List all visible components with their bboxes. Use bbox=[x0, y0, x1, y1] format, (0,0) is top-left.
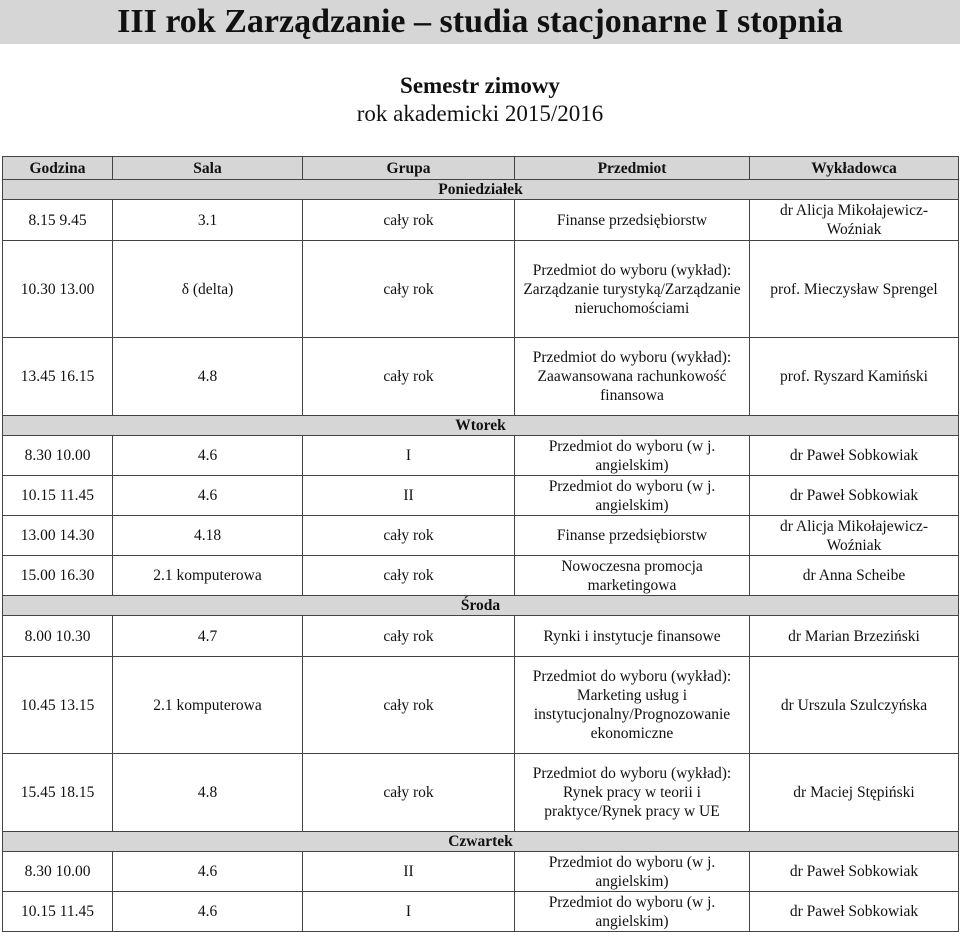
cell-subject: Przedmiot do wyboru (wykład): Marketing usług i instytucjonalny/Prognozowanie ekonomiczne bbox=[515, 657, 750, 754]
cell-group: cały rok bbox=[303, 556, 515, 596]
cell-subject: Przedmiot do wyboru (wykład): Zaawansowana rachunkowość finansowa bbox=[515, 338, 750, 416]
column-header-room: Sala bbox=[113, 157, 303, 180]
cell-time: 15.45 18.15 bbox=[3, 754, 113, 832]
cell-subject: Finanse przedsiębiorstw bbox=[515, 516, 750, 556]
cell-subject: Przedmiot do wyboru (w j. angielskim) bbox=[515, 852, 750, 892]
cell-time: 10.30 13.00 bbox=[3, 241, 113, 338]
cell-group: II bbox=[303, 476, 515, 516]
table-row bbox=[3, 436, 959, 476]
table-row bbox=[3, 892, 959, 932]
day-row bbox=[3, 832, 959, 852]
day-row bbox=[3, 416, 959, 436]
cell-room: 4.8 bbox=[113, 338, 303, 416]
cell-room: 4.8 bbox=[113, 754, 303, 832]
academic-year: rok akademicki 2015/2016 bbox=[356, 101, 604, 126]
cell-time: 15.00 16.30 bbox=[3, 556, 113, 596]
cell-room: 4.18 bbox=[113, 516, 303, 556]
cell-time: 10.45 13.15 bbox=[3, 657, 113, 754]
cell-time: 10.15 11.45 bbox=[3, 892, 113, 932]
cell-group: II bbox=[303, 852, 515, 892]
cell-subject: Przedmiot do wyboru (w j. angielskim) bbox=[515, 436, 750, 476]
column-header-subject: Przedmiot bbox=[515, 157, 750, 180]
cell-lecturer: dr Paweł Sobkowiak bbox=[750, 436, 959, 476]
day-label: Środa bbox=[3, 596, 959, 616]
cell-room: 2.1 komputerowa bbox=[113, 556, 303, 596]
cell-lecturer: prof. Mieczysław Sprengel bbox=[750, 241, 959, 338]
cell-time: 8.30 10.00 bbox=[3, 852, 113, 892]
cell-subject: Finanse przedsiębiorstw bbox=[515, 200, 750, 241]
cell-lecturer: dr Alicja Mikołajewicz-Woźniak bbox=[750, 200, 959, 241]
cell-subject: Rynki i instytucje finansowe bbox=[515, 616, 750, 657]
cell-group: cały rok bbox=[303, 616, 515, 657]
cell-room: 4.6 bbox=[113, 852, 303, 892]
cell-room: 4.6 bbox=[113, 892, 303, 932]
table-header-row bbox=[3, 157, 959, 180]
table-row bbox=[3, 616, 959, 657]
cell-time: 13.00 14.30 bbox=[3, 516, 113, 556]
cell-lecturer: dr Alicja Mikołajewicz-Woźniak bbox=[750, 516, 959, 556]
cell-room: 4.7 bbox=[113, 616, 303, 657]
cell-time: 13.45 16.15 bbox=[3, 338, 113, 416]
cell-room: 4.6 bbox=[113, 476, 303, 516]
column-header-lecturer: Wykładowca bbox=[750, 157, 959, 180]
cell-group: cały rok bbox=[303, 657, 515, 754]
cell-room: 3.1 bbox=[113, 200, 303, 241]
cell-group: cały rok bbox=[303, 241, 515, 338]
column-header-time: Godzina bbox=[3, 157, 113, 180]
cell-lecturer: dr Paweł Sobkowiak bbox=[750, 892, 959, 932]
table-row bbox=[3, 516, 959, 556]
schedule-table bbox=[2, 156, 959, 932]
column-header-group: Grupa bbox=[303, 157, 515, 180]
cell-lecturer: dr Anna Scheibe bbox=[750, 556, 959, 596]
cell-group: cały rok bbox=[303, 516, 515, 556]
cell-room: 4.6 bbox=[113, 436, 303, 476]
cell-room: 2.1 komputerowa bbox=[113, 657, 303, 754]
cell-lecturer: dr Marian Brzeziński bbox=[750, 616, 959, 657]
cell-subject: Przedmiot do wyboru (wykład): Zarządzanie turystyką/Zarządzanie nieruchomościami bbox=[515, 241, 750, 338]
cell-lecturer: dr Paweł Sobkowiak bbox=[750, 476, 959, 516]
table-row bbox=[3, 200, 959, 241]
table-row bbox=[3, 754, 959, 832]
cell-subject: Nowoczesna promocja marketingowa bbox=[515, 556, 750, 596]
cell-lecturer: dr Paweł Sobkowiak bbox=[750, 852, 959, 892]
table-row bbox=[3, 556, 959, 596]
cell-room: δ (delta) bbox=[113, 241, 303, 338]
cell-time: 10.15 11.45 bbox=[3, 476, 113, 516]
cell-group: cały rok bbox=[303, 338, 515, 416]
table-row bbox=[3, 476, 959, 516]
table-row bbox=[3, 338, 959, 416]
table-row bbox=[3, 852, 959, 892]
cell-group: I bbox=[303, 892, 515, 932]
cell-time: 8.00 10.30 bbox=[3, 616, 113, 657]
cell-group: cały rok bbox=[303, 754, 515, 832]
cell-group: cały rok bbox=[303, 200, 515, 241]
table-row bbox=[3, 657, 959, 754]
day-row bbox=[3, 596, 959, 616]
day-label: Wtorek bbox=[3, 416, 959, 436]
day-label: Czwartek bbox=[3, 832, 959, 852]
cell-time: 8.30 10.00 bbox=[3, 436, 113, 476]
cell-lecturer: dr Urszula Szulczyńska bbox=[750, 657, 959, 754]
cell-subject: Przedmiot do wyboru (w j. angielskim) bbox=[515, 476, 750, 516]
day-row bbox=[3, 180, 959, 200]
cell-lecturer: dr Maciej Stępiński bbox=[750, 754, 959, 832]
semester-title: Semestr zimowy bbox=[400, 73, 560, 98]
cell-subject: Przedmiot do wyboru (w j. angielskim) bbox=[515, 892, 750, 932]
cell-time: 8.15 9.45 bbox=[3, 200, 113, 241]
cell-subject: Przedmiot do wyboru (wykład): Rynek pracy w teorii i praktyce/Rynek pracy w UE bbox=[515, 754, 750, 832]
day-label: Poniedziałek bbox=[3, 180, 959, 200]
page-title: III rok Zarządzanie – studia stacjonarne I stopnia bbox=[117, 3, 843, 40]
cell-lecturer: prof. Ryszard Kamiński bbox=[750, 338, 959, 416]
table-row bbox=[3, 241, 959, 338]
cell-group: I bbox=[303, 436, 515, 476]
